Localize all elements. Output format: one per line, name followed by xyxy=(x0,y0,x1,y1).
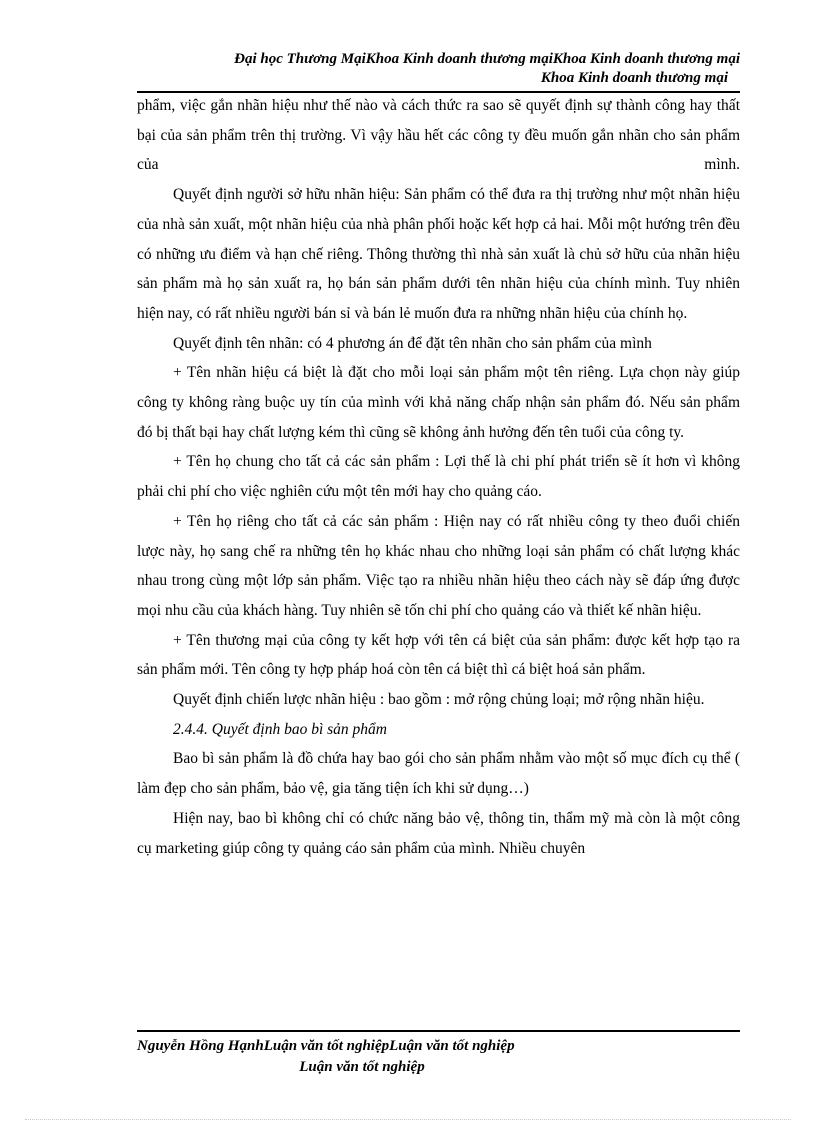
page-bottom-edge xyxy=(25,1119,791,1120)
paragraph-10: Hiện nay, bao bì không chỉ có chức năng bảo vệ, thông tin, thẩm mỹ mà còn là một công cụ marketing giúp công ty quảng cáo sản phẩm của mình. Nhiều chuyên xyxy=(137,809,740,857)
paragraph-2: Quyết định người sở hữu nhãn hiệu: Sản phẩm có thể đưa ra thị trường như một nhãn hiệu của nhà sản xuất, một nhãn hiệu của nhà phân phối hoặc kết hợp cả hai. Mỗi một hướng trên đều có những ưu điểm và hạn chế riêng. Thông thường thì nhà sản xuất là chủ sở hữu của nhãn hiệu sản phẩm mà họ sản xuất ra, họ bán sản phẩm dưới tên nhãn hiệu của chính mình. Tuy nhiên hiện nay, có rất nhiều người bán sỉ và bán lẻ muốn đưa ra những nhãn hiệu của chính họ. xyxy=(137,186,740,322)
paragraph-6: + Tên họ riêng cho tất cả các sản phẩm : Hiện nay có rất nhiều công ty theo đuổi chiến lược này, họ sang chế ra những tên họ khác nhau cho những loại sản phẩm có chất lượng khác nhau trong cùng một lớp sản phẩm. Việc tạo ra nhiều nhãn hiệu theo cách này sẽ đáp ứng được mọi nhu cầu của khách hàng. Tuy nhiên sẽ tốn chi phí cho quảng cáo và thiết kế nhãn hiệu. xyxy=(137,512,740,619)
paragraph-9: Bao bì sản phẩm là đồ chứa hay bao gói cho sản phẩm nhằm vào một số mục đích cụ thể ( làm đẹp cho sản phẩm, bảo vệ, gia tăng tiện ích khi sử dụng…) xyxy=(137,750,740,798)
footer-line-1: Nguyễn Hồng HạnhLuận văn tốt nghiệpLuận văn tốt nghiệp xyxy=(137,1038,515,1054)
header-line-2: Khoa Kinh doanh thương mại xyxy=(540,70,728,86)
paragraph-5: + Tên họ chung cho tất cả các sản phẩm : Lợi thế là chi phí phát triển sẽ ít hơn vì không phải chi phí cho việc nghiên cứu một tên mới hay cho quảng cáo. xyxy=(137,453,740,501)
paragraph-1: phẩm, việc gắn nhãn hiệu như thế nào và cách thức ra sao sẽ quyết định sự thành công hay thất bại của sản phẩm trên thị trường. Vì vậy hầu hết các công ty đều muốn gắn nhãn cho sản phẩm của mình. xyxy=(137,97,740,174)
footer-line-2: Luận văn tốt nghiệp xyxy=(299,1059,425,1075)
paragraph-8: Quyết định chiến lược nhãn hiệu : bao gồm : mở rộng chủng loại; mở rộng nhãn hiệu. xyxy=(173,691,705,709)
paragraph-7: + Tên thương mại của công ty kết hợp với tên cá biệt của sản phẩm: được kết hợp tạo ra sản phẩm mới. Tên công ty hợp pháp hoá còn tên cá biệt thì cá biệt hoá sản phẩm. xyxy=(137,631,740,679)
paragraph-4: + Tên nhãn hiệu cá biệt là đặt cho mỗi loại sản phẩm một tên riêng. Lựa chọn này giúp công ty không ràng buộc uy tín của mình với khả năng chấp nhận sản phẩm đó. Nếu sản phẩm đó bị thất bại hay chất lượng kém thì cũng sẽ không ảnh hưởng đến tên tuổi của công ty. xyxy=(137,364,740,441)
section-heading: 2.4.4. Quyết định bao bì sản phẩm xyxy=(173,720,387,738)
page-header xyxy=(137,50,740,88)
header-line-1: Đại học Thương MạiKhoa Kinh doanh thương mạiKhoa Kinh doanh thương mại xyxy=(234,51,740,67)
footer-divider xyxy=(137,1030,740,1032)
page-footer xyxy=(137,1036,587,1078)
document-body xyxy=(137,91,740,863)
paragraph-3: Quyết định tên nhãn: có 4 phương án để đặt tên nhãn cho sản phẩm của mình xyxy=(173,334,652,352)
